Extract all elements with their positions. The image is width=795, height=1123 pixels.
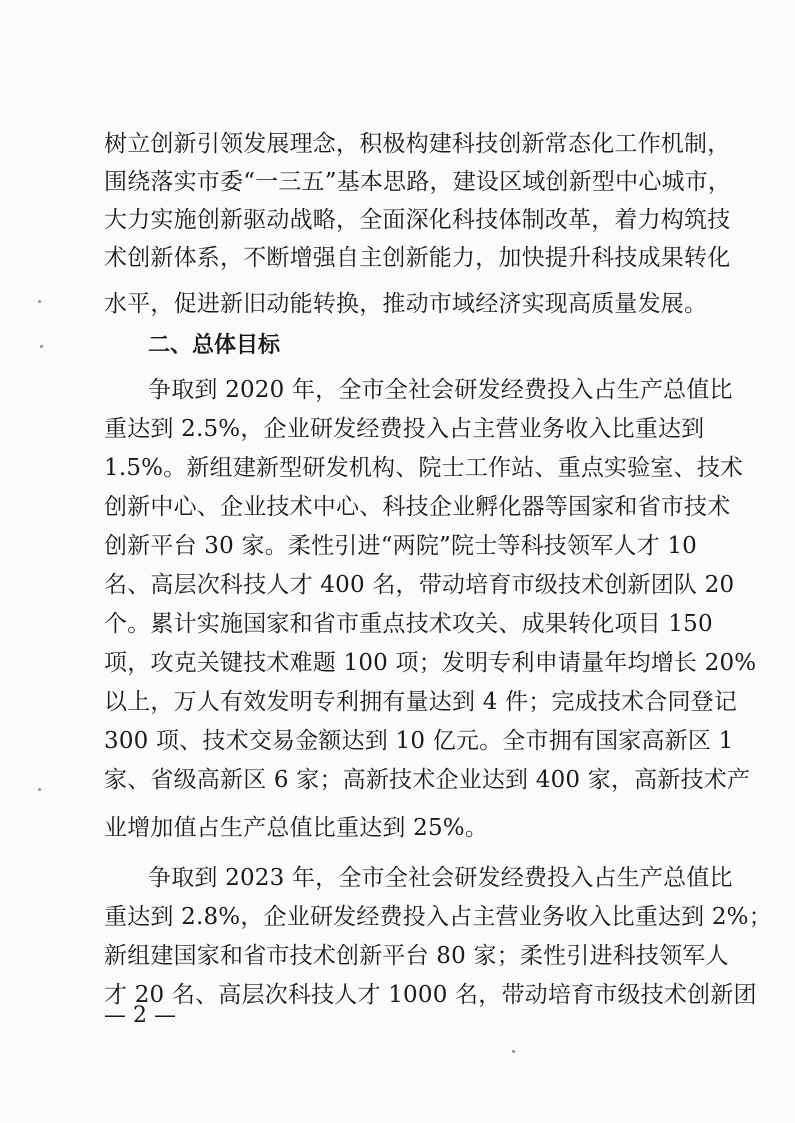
paragraph-line: 以上，万人有效发明专利拥有量达到 4 件；完成技术合同登记 xyxy=(104,689,738,715)
paragraph-line: 争取到 2023 年，全市全社会研发经费投入占生产总值比 xyxy=(148,865,733,891)
paragraph-line: 1.5%。新组建新型研发机构、院士工作站、重点实验室、技术 xyxy=(104,455,744,481)
paragraph-line: 个。累计实施国家和省市重点技术攻关、成果转化项目 150 xyxy=(104,611,713,637)
paragraph-line: 水平，促进新旧动能转换，推动市域经济实现高质量发展。 xyxy=(104,291,708,317)
page-number: — 2 — xyxy=(104,1003,176,1028)
scan-speck xyxy=(512,1050,515,1053)
paragraph-line: 业增加值占生产总值比重达到 25%。 xyxy=(104,815,489,841)
paragraph-line: 大力实施创新驱动战略，全面深化科技体制改革，着力构筑技 xyxy=(104,207,731,233)
section-heading: 二、总体目标 xyxy=(148,333,281,358)
paragraph-line: 创新平台 30 家。柔性引进“两院”院士等科技领军人才 10 xyxy=(104,533,697,559)
paragraph-line: 才 20 名、高层次科技人才 1000 名，带动培育市级技术创新团 xyxy=(104,982,757,1008)
paragraph-line: 术创新体系，不断增强自主创新能力，加快提升科技成果转化 xyxy=(104,245,731,271)
paragraph-line: 树立创新引领发展理念，积极构建科技创新常态化工作机制， xyxy=(104,131,731,157)
paragraph-line: 围绕落实市委“一三五”基本思路，建设区域创新型中心城市， xyxy=(104,169,732,195)
scan-speck xyxy=(38,788,41,791)
paragraph-line: 300 项、技术交易金额达到 10 亿元。全市拥有国家高新区 1 xyxy=(104,728,734,754)
paragraph-line: 项，攻克关键技术难题 100 项；发明专利申请量年均增长 20% xyxy=(104,650,757,676)
paragraph-line: 名、高层次科技人才 400 名，带动培育市级技术创新团队 20 xyxy=(104,572,735,598)
paragraph-line: 重达到 2.5%，企业研发经费投入占主营业务收入比重达到 xyxy=(104,416,705,442)
paragraph-line: 新组建国家和省市技术创新平台 80 家；柔性引进科技领军人 xyxy=(104,943,729,969)
paragraph-line: 家、省级高新区 6 家；高新技术企业达到 400 家，高新技术产 xyxy=(104,767,751,793)
paragraph-line: 创新中心、企业技术中心、科技企业孵化器等国家和省市技术 xyxy=(104,494,731,520)
paragraph-line: 重达到 2.8%，企业研发经费投入占主营业务收入比重达到 2%； xyxy=(104,904,772,930)
paragraph-line: 争取到 2020 年，全市全社会研发经费投入占生产总值比 xyxy=(148,377,733,403)
scan-speck xyxy=(38,300,41,303)
scan-speck xyxy=(40,345,43,348)
